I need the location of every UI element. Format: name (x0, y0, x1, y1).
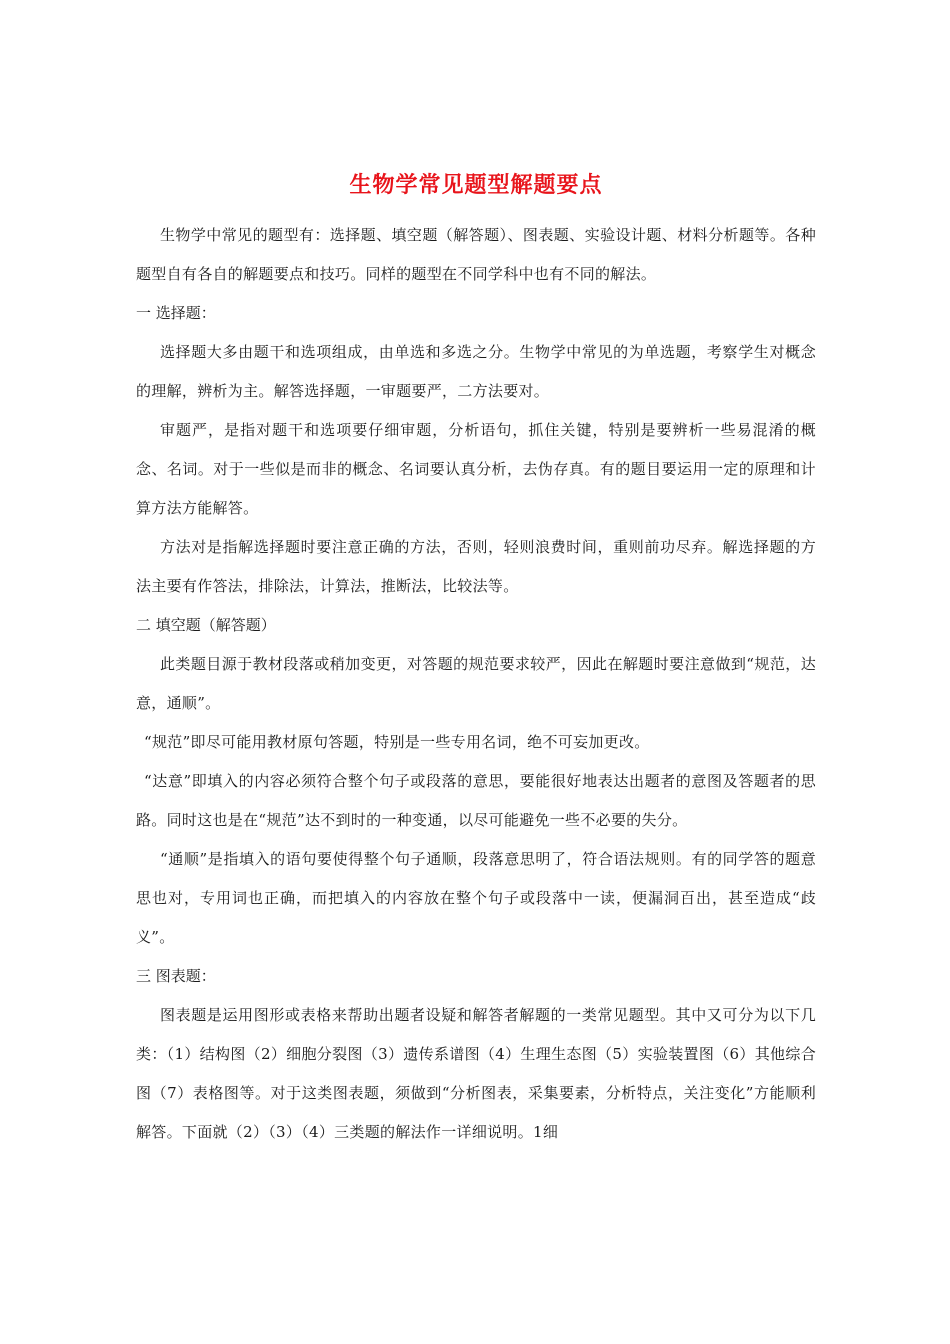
section-heading-chart: 三 图表题： (136, 967, 216, 985)
fill-paragraph-1: 此类题目源于教材段落或稍加变更，对答题的规范要求较严，因此在解题时要注意做到“规范，达意，通顺”。 (136, 655, 816, 712)
intro-paragraph: 生物学中常见的题型有：选择题、填空题（解答题）、图表题、实验设计题、材料分析题等。各种题型自有各自的解题要点和技巧。同样的题型在不同学科中也有不同的解法。 (136, 226, 816, 283)
fill-paragraph-2: “规范”即尽可能用教材原句答题，特别是一些专用名词，绝不可妄加更改。 (144, 733, 650, 751)
document-title: 生物学常见题型解题要点 (349, 173, 603, 198)
fill-paragraph-3: “达意”即填入的内容必须符合整个句子或段落的意思，要能很好地表达出题者的意图及答题者的思路。同时这也是在“规范”达不到时的一种变通，以尽可能避免一些不必要的失分。 (136, 772, 816, 829)
fill-paragraph-4: “通顺”是指填入的语句要使得整个句子通顺，段落意思明了，符合语法规则。有的同学答的题意思也对，专用词也正确，而把填入的内容放在整个句子或段落中一读，便漏洞百出，甚至造成“歧义”。 (136, 850, 816, 946)
section-heading-choice: 一 选择题： (136, 304, 216, 322)
choice-paragraph-1: 选择题大多由题干和选项组成，由单选和多选之分。生物学中常见的为单选题，考察学生对概念的理解，辨析为主。解答选择题，一审题要严，二方法要对。 (136, 343, 816, 400)
chart-paragraph-1: 图表题是运用图形或表格来帮助出题者设疑和解答者解题的一类常见题型。其中又可分为以下几类：（1）结构图（2）细胞分裂图（3）遗传系谱图（4）生理生态图（5）实验装置图（6）其他综合图（7）表格图等。对于这类图表题，须做到“分析图表，采集要素，分析特点，关注变化”方能顺利解答。下面就（2）（3）（4）三类题的解法作一详细说明。1细 (136, 1006, 816, 1141)
section-heading-fill: 二 填空题（解答题） (136, 616, 276, 634)
document-page (136, 168, 816, 1152)
choice-paragraph-3: 方法对是指解选择题时要注意正确的方法，否则，轻则浪费时间，重则前功尽弃。解选择题的方法主要有作答法，排除法，计算法，推断法，比较法等。 (136, 538, 816, 595)
choice-paragraph-2: 审题严，是指对题干和选项要仔细审题，分析语句，抓住关键，特别是要辨析一些易混淆的概念、名词。对于一些似是而非的概念、名词要认真分析，去伪存真。有的题目要运用一定的原理和计算方法方能解答。 (136, 421, 816, 517)
